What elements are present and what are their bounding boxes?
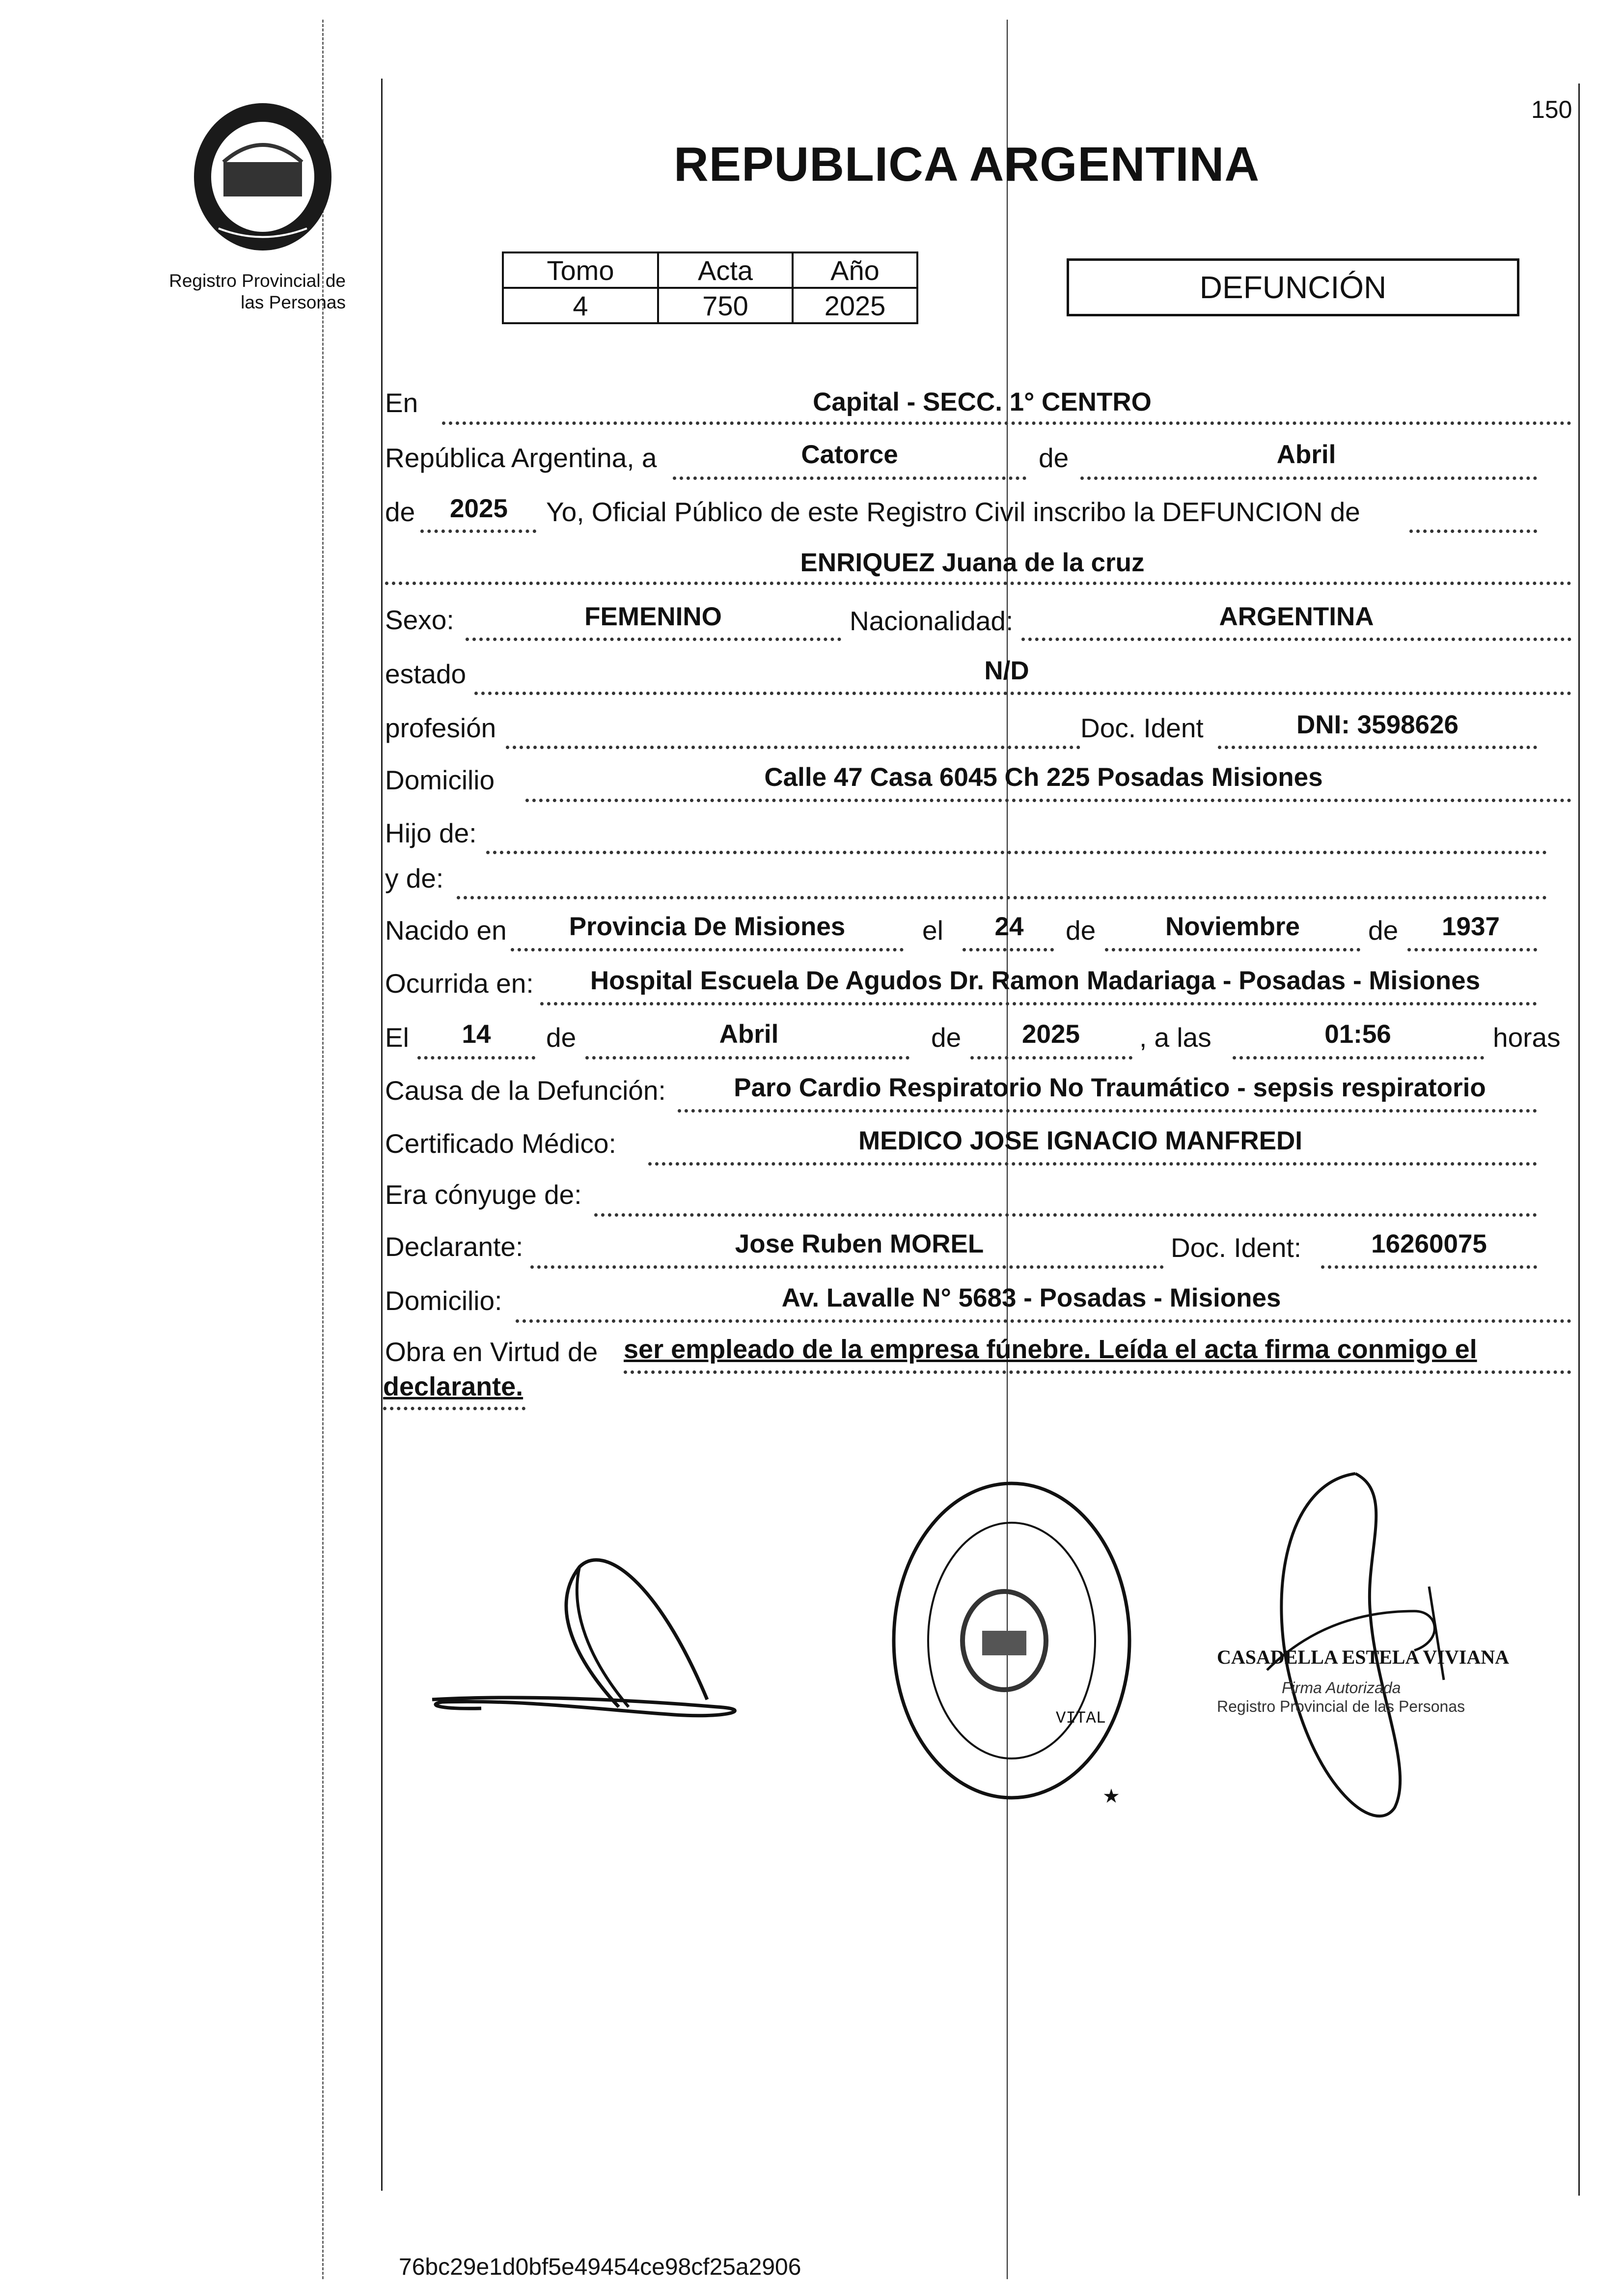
domicilio-label: Domicilio bbox=[385, 765, 495, 795]
month-de-label: de bbox=[1039, 443, 1069, 473]
death-time-value: 01:56 bbox=[1324, 1020, 1391, 1049]
birth-day-value: 24 bbox=[994, 912, 1024, 941]
death-year-underline bbox=[970, 1056, 1132, 1060]
year-prefix-label: de bbox=[385, 497, 415, 527]
hijo-underline bbox=[486, 851, 1547, 854]
death-month-value: Abril bbox=[719, 1020, 779, 1049]
obra-underline-line2 bbox=[383, 1407, 525, 1410]
reference-table bbox=[502, 251, 918, 324]
causa-value: Paro Cardio Respiratorio No Traumático - sepsis respiratorio bbox=[734, 1073, 1486, 1102]
official-role: Firma Autorizada bbox=[1282, 1679, 1401, 1697]
nacionalidad-underline bbox=[1021, 638, 1571, 641]
estado-label: estado bbox=[385, 659, 467, 689]
declarant-signature bbox=[422, 1513, 756, 1739]
domicilio-value: Calle 47 Casa 6045 Ch 225 Posadas Misiones bbox=[764, 763, 1323, 792]
decl-doc-underline bbox=[1321, 1265, 1537, 1269]
official-name: CASADELLA ESTELA VIVIANA bbox=[1217, 1646, 1509, 1668]
causa-label: Causa de la Defunción: bbox=[385, 1075, 666, 1106]
alas-label: , a las bbox=[1139, 1022, 1211, 1053]
day-words-underline bbox=[673, 476, 1026, 480]
left-margin-line bbox=[381, 79, 383, 2191]
nacido-label: Nacido en bbox=[385, 915, 507, 946]
en-label: En bbox=[385, 388, 418, 418]
obra-value-line2: declarante. bbox=[383, 1372, 523, 1401]
domicilio-underline bbox=[525, 799, 1571, 802]
ref-value-tomo: 4 bbox=[503, 288, 658, 323]
page-number: 150 bbox=[1531, 96, 1572, 123]
certificado-underline bbox=[648, 1162, 1537, 1166]
year-value: 2025 bbox=[450, 494, 508, 523]
death-de2-label: de bbox=[931, 1022, 962, 1053]
decl-doc-value: 16260075 bbox=[1371, 1229, 1487, 1258]
certificado-value: MEDICO JOSE IGNACIO MANFREDI bbox=[858, 1126, 1302, 1155]
registry-caption bbox=[159, 270, 346, 313]
nacido-value: Provincia De Misiones bbox=[569, 912, 846, 941]
death-de1-label: de bbox=[546, 1022, 577, 1053]
profesion-underline bbox=[506, 746, 1080, 749]
certificado-label: Certificado Médico: bbox=[385, 1128, 616, 1159]
profesion-label: profesión bbox=[385, 713, 496, 743]
month-value: Abril bbox=[1276, 440, 1336, 469]
declarante-label: Declarante: bbox=[385, 1231, 523, 1262]
yde-label: y de: bbox=[385, 863, 444, 893]
deceased-name-underline bbox=[385, 582, 1571, 585]
en-underline bbox=[442, 421, 1571, 425]
doc-ident-underline bbox=[1218, 746, 1537, 749]
death-day-value: 14 bbox=[462, 1020, 491, 1049]
reference-table-value-row bbox=[503, 288, 917, 323]
reference-table-header-row bbox=[503, 252, 917, 288]
ref-header-acta: Acta bbox=[658, 252, 793, 288]
document-title: REPUBLICA ARGENTINA bbox=[674, 137, 1260, 191]
death-day-underline bbox=[417, 1056, 535, 1060]
ref-value-acta: 750 bbox=[658, 288, 793, 323]
decl-doc-label: Doc. Ident: bbox=[1171, 1232, 1301, 1263]
conyuge-label: Era cónyuge de: bbox=[385, 1179, 582, 1210]
registry-caption-line2: las Personas bbox=[241, 292, 346, 312]
declarante-underline bbox=[530, 1265, 1164, 1269]
sexo-underline bbox=[466, 638, 841, 641]
year-underline bbox=[420, 530, 536, 533]
death-el-label: El bbox=[385, 1022, 409, 1053]
yde-underline bbox=[457, 896, 1547, 899]
birth-year-underline bbox=[1407, 948, 1537, 951]
death-time-underline bbox=[1233, 1056, 1484, 1060]
birth-de1-label: de bbox=[1066, 915, 1096, 946]
day-words-value: Catorce bbox=[801, 440, 898, 469]
conyuge-underline bbox=[594, 1213, 1537, 1217]
decl-dom-label: Domicilio: bbox=[385, 1285, 502, 1316]
estado-underline bbox=[474, 692, 1571, 695]
registry-caption-line1: Registro Provincial de bbox=[169, 271, 346, 291]
document-type-box: DEFUNCIÓN bbox=[1067, 258, 1519, 316]
death-month-underline bbox=[585, 1056, 909, 1060]
ref-header-tomo: Tomo bbox=[503, 252, 658, 288]
birth-month-underline bbox=[1105, 948, 1360, 951]
declarante-value: Jose Ruben MOREL bbox=[735, 1229, 984, 1258]
officer-text: Yo, Oficial Público de este Registro Civil inscribo la DEFUNCION de bbox=[546, 497, 1360, 527]
stamp-inner-text: VITAL bbox=[1056, 1709, 1106, 1728]
decl-dom-value: Av. Lavalle N° 5683 - Posadas - Misiones bbox=[781, 1283, 1281, 1312]
ref-header-anio: Año bbox=[793, 252, 917, 288]
estado-value: N/D bbox=[984, 656, 1029, 685]
document-hash: 76bc29e1d0bf5e49454ce98cf25a2906 bbox=[399, 2254, 801, 2280]
sexo-label: Sexo: bbox=[385, 605, 454, 635]
officer-text-underline bbox=[1409, 530, 1537, 533]
birth-year-value: 1937 bbox=[1442, 912, 1500, 941]
horas-label: horas bbox=[1493, 1022, 1561, 1053]
birth-el-label: el bbox=[922, 915, 943, 946]
doc-ident-value: DNI: 3598626 bbox=[1296, 710, 1459, 739]
ocurrida-label: Ocurrida en: bbox=[385, 968, 534, 999]
ocurrida-value: Hospital Escuela De Agudos Dr. Ramon Madariaga - Posadas - Misiones bbox=[590, 966, 1481, 995]
official-institution: Registro Provincial de las Personas bbox=[1217, 1698, 1465, 1715]
birth-month-value: Noviembre bbox=[1165, 912, 1300, 941]
republica-label: República Argentina, a bbox=[385, 443, 657, 473]
hijo-label: Hijo de: bbox=[385, 818, 477, 848]
obra-underline-line1 bbox=[624, 1370, 1571, 1374]
en-value: Capital - SECC. 1° CENTRO bbox=[813, 388, 1152, 417]
perforation-line bbox=[322, 20, 324, 2279]
obra-value-line1: ser empleado de la empresa fúnebre. Leída el acta firma conmigo el bbox=[624, 1335, 1477, 1364]
deceased-name-value: ENRIQUEZ Juana de la cruz bbox=[800, 548, 1145, 577]
month-underline bbox=[1080, 476, 1537, 480]
birth-de2-label: de bbox=[1368, 915, 1399, 946]
causa-underline bbox=[678, 1109, 1537, 1113]
province-seal-logo bbox=[189, 98, 336, 255]
right-margin-line bbox=[1578, 84, 1580, 2196]
decl-dom-underline bbox=[516, 1319, 1571, 1323]
nacionalidad-label: Nacionalidad: bbox=[850, 606, 1014, 636]
sexo-value: FEMENINO bbox=[584, 602, 722, 631]
birth-day-underline bbox=[963, 948, 1054, 951]
svg-text:★: ★ bbox=[1102, 1785, 1120, 1808]
nacionalidad-value: ARGENTINA bbox=[1219, 602, 1374, 631]
ref-value-anio: 2025 bbox=[793, 288, 917, 323]
doc-ident-label: Doc. Ident bbox=[1080, 713, 1204, 743]
obra-label: Obra en Virtud de bbox=[385, 1337, 598, 1367]
ocurrida-underline bbox=[540, 1002, 1537, 1005]
nacido-underline bbox=[511, 948, 904, 951]
death-year-value: 2025 bbox=[1022, 1020, 1080, 1049]
